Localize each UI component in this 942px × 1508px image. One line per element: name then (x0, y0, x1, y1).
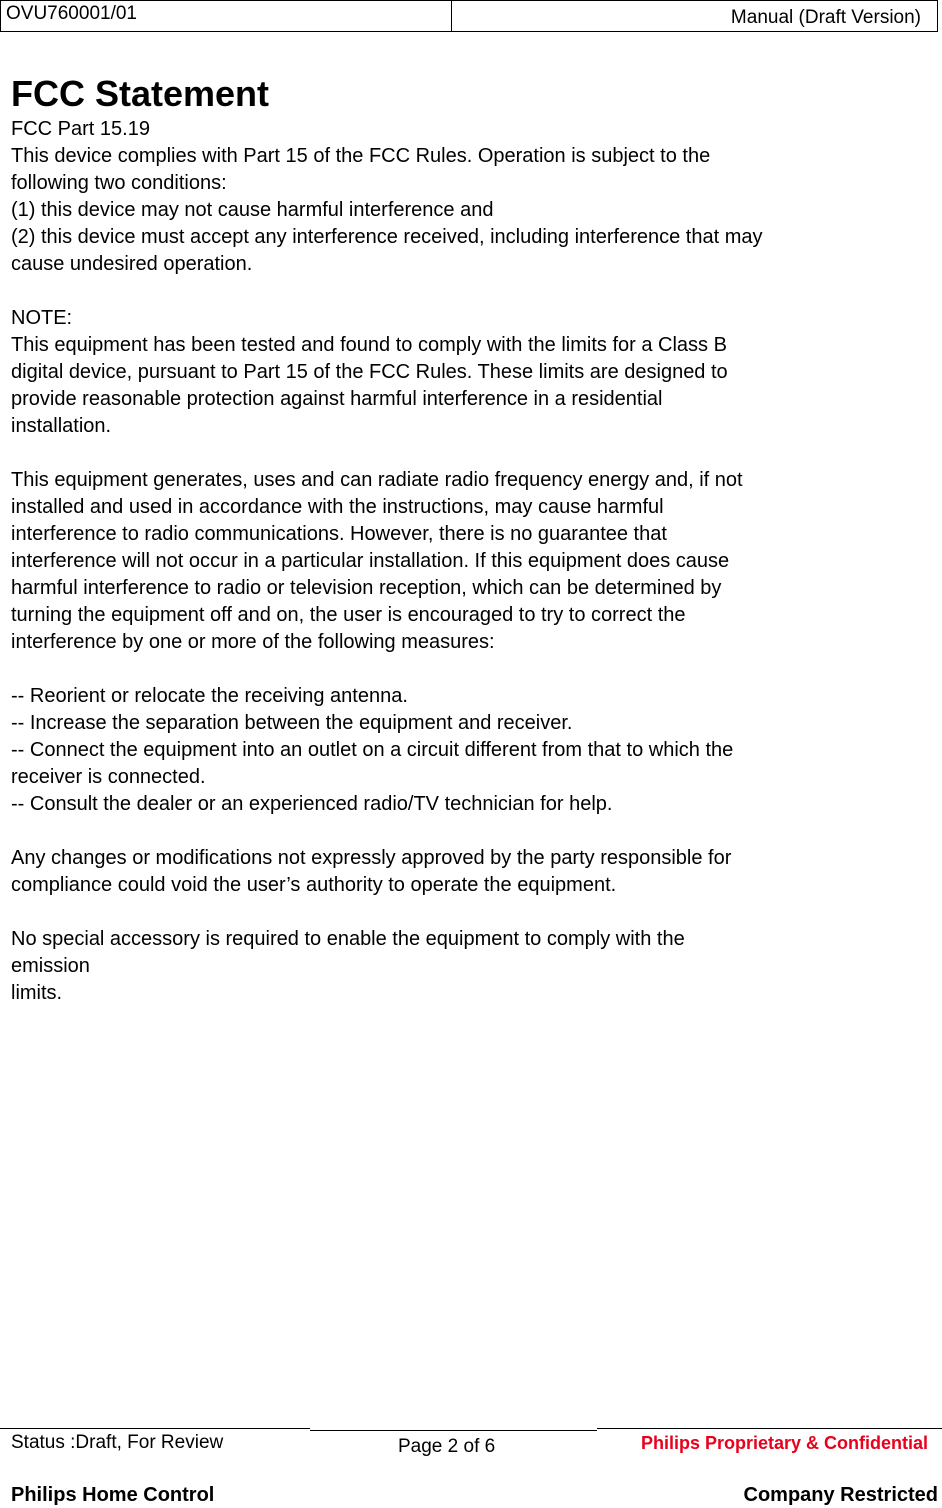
header-table (0, 0, 938, 32)
paragraph-rf-energy: This equipment generates, uses and can radiate radio frequency energy and, if not installed and used in accordance with the instructions, may cause harmful interference to radio communications. However, there is no guarantee that interference will not occur in a particular installation. If this equipment does cause harmful interference to radio or television reception, which can be determined by turning the equipment off and on, the user is encouraged to try to correct the interference by one or more of the following measures: (11, 469, 743, 653)
paragraph-measures: -- Reorient or relocate the receiving antenna. -- Increase the separation between the equipment and receiver. -- Connect the equipment into an outlet on a circuit different from that to which the receiver is connected. -- Consult the dealer or an experienced radio/TV technician for help. (11, 685, 734, 815)
document-id: OVU760001/01 (1, 1, 452, 31)
footer-divider (597, 1428, 942, 1429)
paragraph-fcc-part: FCC Part 15.19 This device complies with Part 15 of the FCC Rules. Operation is subject to the following two conditions: (1) this device may not cause harmful interference and (2) this device must accept any interference received, including interference that may cause undesired operation. (11, 118, 763, 275)
footer-company-name: Philips Home Control (11, 1484, 215, 1506)
paragraph-accessory: No special accessory is required to enable the equipment to comply with the emission limits. (11, 928, 685, 1004)
document-type: Manual (Draft Version) (730, 7, 921, 28)
paragraph-spacer (11, 818, 921, 845)
paragraph-spacer (11, 656, 921, 683)
page-title: FCC Statement (11, 73, 270, 114)
paragraph-spacer (11, 899, 921, 926)
footer-divider (310, 1430, 597, 1431)
paragraph-spacer (11, 278, 921, 305)
document-body (11, 72, 921, 1007)
paragraph-spacer (11, 440, 921, 467)
footer-divider (0, 1428, 310, 1429)
footer-confidential-notice: Philips Proprietary & Confidential (640, 1433, 928, 1453)
paragraph-modifications: Any changes or modifications not expressly approved by the party responsible for compliance could void the user’s authority to operate the equipment. (11, 847, 732, 896)
footer-page-number: Page 2 of 6 (398, 1436, 496, 1457)
footer-status: Status :Draft, For Review (11, 1432, 224, 1453)
paragraph-note: NOTE: This equipment has been tested and found to comply with the limits for a Class B digital device, pursuant to Part 15 of the FCC Rules. These limits are designed to provide reasonable protection against harmful interference in a residential installation. (11, 307, 728, 437)
footer-restriction: Company Restricted (743, 1484, 938, 1506)
